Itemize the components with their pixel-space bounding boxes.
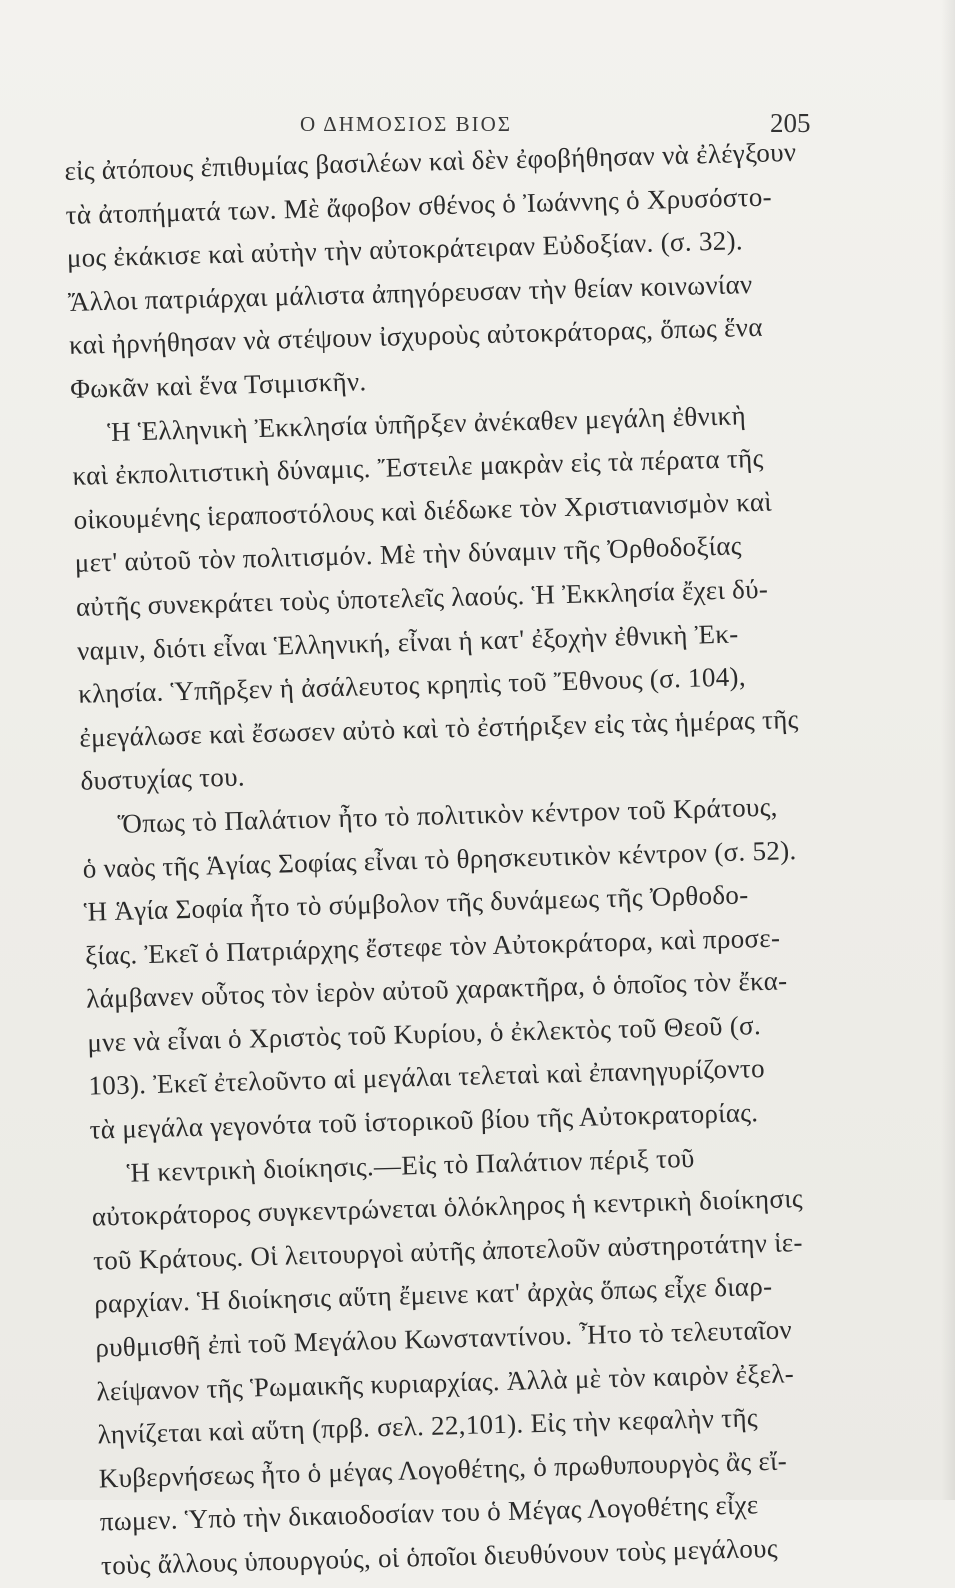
text-line: καὶ ἠρνήθησαν νὰ στέψουν ἰσχυροὺς αὐτοκράτορας, ὅπως ἕνα — [68, 312, 764, 361]
text-line: μετ' αὐτοῦ τὸν πολιτισμόν. Μὲ τὴν δύναμιν τῆς Ὀρθοδοξίας — [74, 530, 743, 579]
text-line: κλησία. Ὑπῆρξεν ἡ ἀσάλευτος κρηπὶς τοῦ Ἔθνους (σ. 104), — [77, 661, 747, 709]
text-line: ληνίζεται καὶ αὕτη (πρβ. σελ. 22,101). Εἰς τὴν κεφαλὴν τῆς — [97, 1402, 759, 1450]
text-line: Ἡ κεντρικὴ διοίκησις.—Εἰς τὸ Παλάτιον πέριξ τοῦ — [126, 1142, 695, 1188]
text-line: καὶ ἐκπολιτιστικὴ δύναμις. Ἔστειλε μακρὰν εἰς τὰ πέρατα τῆς — [72, 442, 764, 492]
text-line: λείψανον τῆς Ῥωμαικῆς κυριαρχίας. Ἀλλὰ μὲ τὸν καιρὸν ἐξελ- — [96, 1357, 795, 1407]
text-line: οἰκουμένης ἱεραποστόλους καὶ διέδωκε τὸν Χριστιανισμὸν καὶ — [73, 486, 773, 535]
text-line: Ἡ Ἁγία Σοφία ἦτο τὸ σύμβολον τῆς δυνάμεως τῆς Ὀρθοδο- — [83, 879, 749, 927]
text-line: Ὅπως τὸ Παλάτιον ἦτο τὸ πολιτικὸν κέντρον τοῦ Κράτους, — [117, 791, 779, 839]
text-line: ὁ ναὸς τῆς Ἁγίας Σοφίας εἶναι τὸ θρησκευτικὸν κέντρον (σ. 52). — [82, 834, 797, 884]
text-line: τοῦ Κράτους. Οἱ λειτουργοὶ αὐτῆς ἀποτελοῦν αὐστηροτάτην ἱε- — [92, 1226, 804, 1276]
text-line: τοὺς ἄλλους ὑπουργούς, οἱ ὁποῖοι διευθύνουν τοὺς μεγάλους — [100, 1532, 779, 1581]
page-edge-shadow — [941, 0, 955, 1500]
text-line: δυστυχίας του. — [80, 761, 246, 797]
text-line: ρυθμισθῆ ἐπὶ τοῦ Μεγάλου Κωνσταντίνου. Ἦτο τὸ τελευταῖον — [94, 1314, 793, 1363]
text-line: μνε νὰ εἶναι ὁ Χριστὸς τοῦ Κυρίου, ὁ ἐκλεκτὸς τοῦ Θεοῦ (σ. — [86, 1009, 762, 1058]
text-line: ραρχίαν. Ἡ διοίκησις αὕτη ἔμεινε κατ' ἀρχὰς ὅπως εἶχε διαρ- — [93, 1271, 773, 1320]
text-line: πωμεν. Ὑπὸ τὴν δικαιοδοσίαν του ὁ Μέγας Λογοθέτης εἶχε — [99, 1489, 759, 1537]
text-line: αὐτοκράτορος συγκεντρώνεται ὁλόκληρος ἡ κεντρικὴ διοίκησις — [91, 1183, 804, 1232]
text-line: ναμιν, διότι εἶναι Ἑλληνική, εἶναι ἡ κατ' ἐξοχὴν ἐθνικὴ Ἐκ- — [76, 618, 739, 666]
text-line: Ἄλλοι πατριάρχαι μάλιστα ἀπηγόρευσαν τὴν θείαν κοινωνίαν — [67, 268, 753, 317]
text-line: τὰ μεγάλα γεγονότα τοῦ ἱστορικοῦ βίου τῆς Αὐτοκρατορίας. — [89, 1097, 759, 1145]
text-line: μος ἐκάκισε καὶ αὐτὴν τὴν αὐτοκράτειραν Εὐδοξίαν. (σ. 32). — [66, 225, 744, 274]
text-line: 103). Ἐκεῖ ἐτελοῦντο αἱ μεγάλαι τελεταὶ καὶ ἐπανηγυρίζοντο — [88, 1053, 766, 1102]
text-line: Ἡ Ἑλληνικὴ Ἐκκλησία ὑπῆρξεν ἀνέκαθεν μεγάλη ἐθνικὴ — [106, 399, 747, 447]
text-line: αὐτῆς συνεκράτει τοὺς ὑποτελεῖς λαούς. Ἡ Ἐκκλησία ἔχει δύ- — [75, 573, 769, 622]
page-number: 205 — [770, 108, 811, 138]
running-title: Ο ΔΗΜΟΣΙΟΣ ΒΙΟΣ — [300, 112, 513, 136]
text-line: ἐμεγάλωσε καὶ ἔσωσεν αὐτὸ καὶ τὸ ἐστήριξεν εἰς τὰς ἡμέρας τῆς — [78, 703, 799, 753]
text-line: λάμβανεν οὗτος τὸν ἱερὸν αὐτοῦ χαρακτῆρα, ὁ ὁποῖος τὸν ἔκα- — [85, 965, 788, 1014]
text-line: Φωκᾶν καὶ ἕνα Τσιμισκῆν. — [69, 366, 367, 404]
text-line: ξίας. Ἐκεῖ ὁ Πατριάρχης ἔστεφε τὸν Αὐτοκράτορα, καὶ προσε- — [84, 922, 781, 971]
text-line: Κυβερνήσεως ἦτο ὁ μέγας Λογοθέτης, ὁ πρωθυπουργὸς ἂς εἴ- — [98, 1445, 788, 1494]
body-text — [64, 129, 901, 1588]
text-line: εἰς ἀτόπους ἐπιθυμίας βασιλέων καὶ δὲν ἐφοβήθησαν νὰ ἐλέγξουν — [64, 136, 797, 186]
text-line: τὰ ἀτοπήματά των. Μὲ ἄφοβον σθένος ὁ Ἰωάννης ὁ Χρυσόστο- — [65, 181, 773, 230]
